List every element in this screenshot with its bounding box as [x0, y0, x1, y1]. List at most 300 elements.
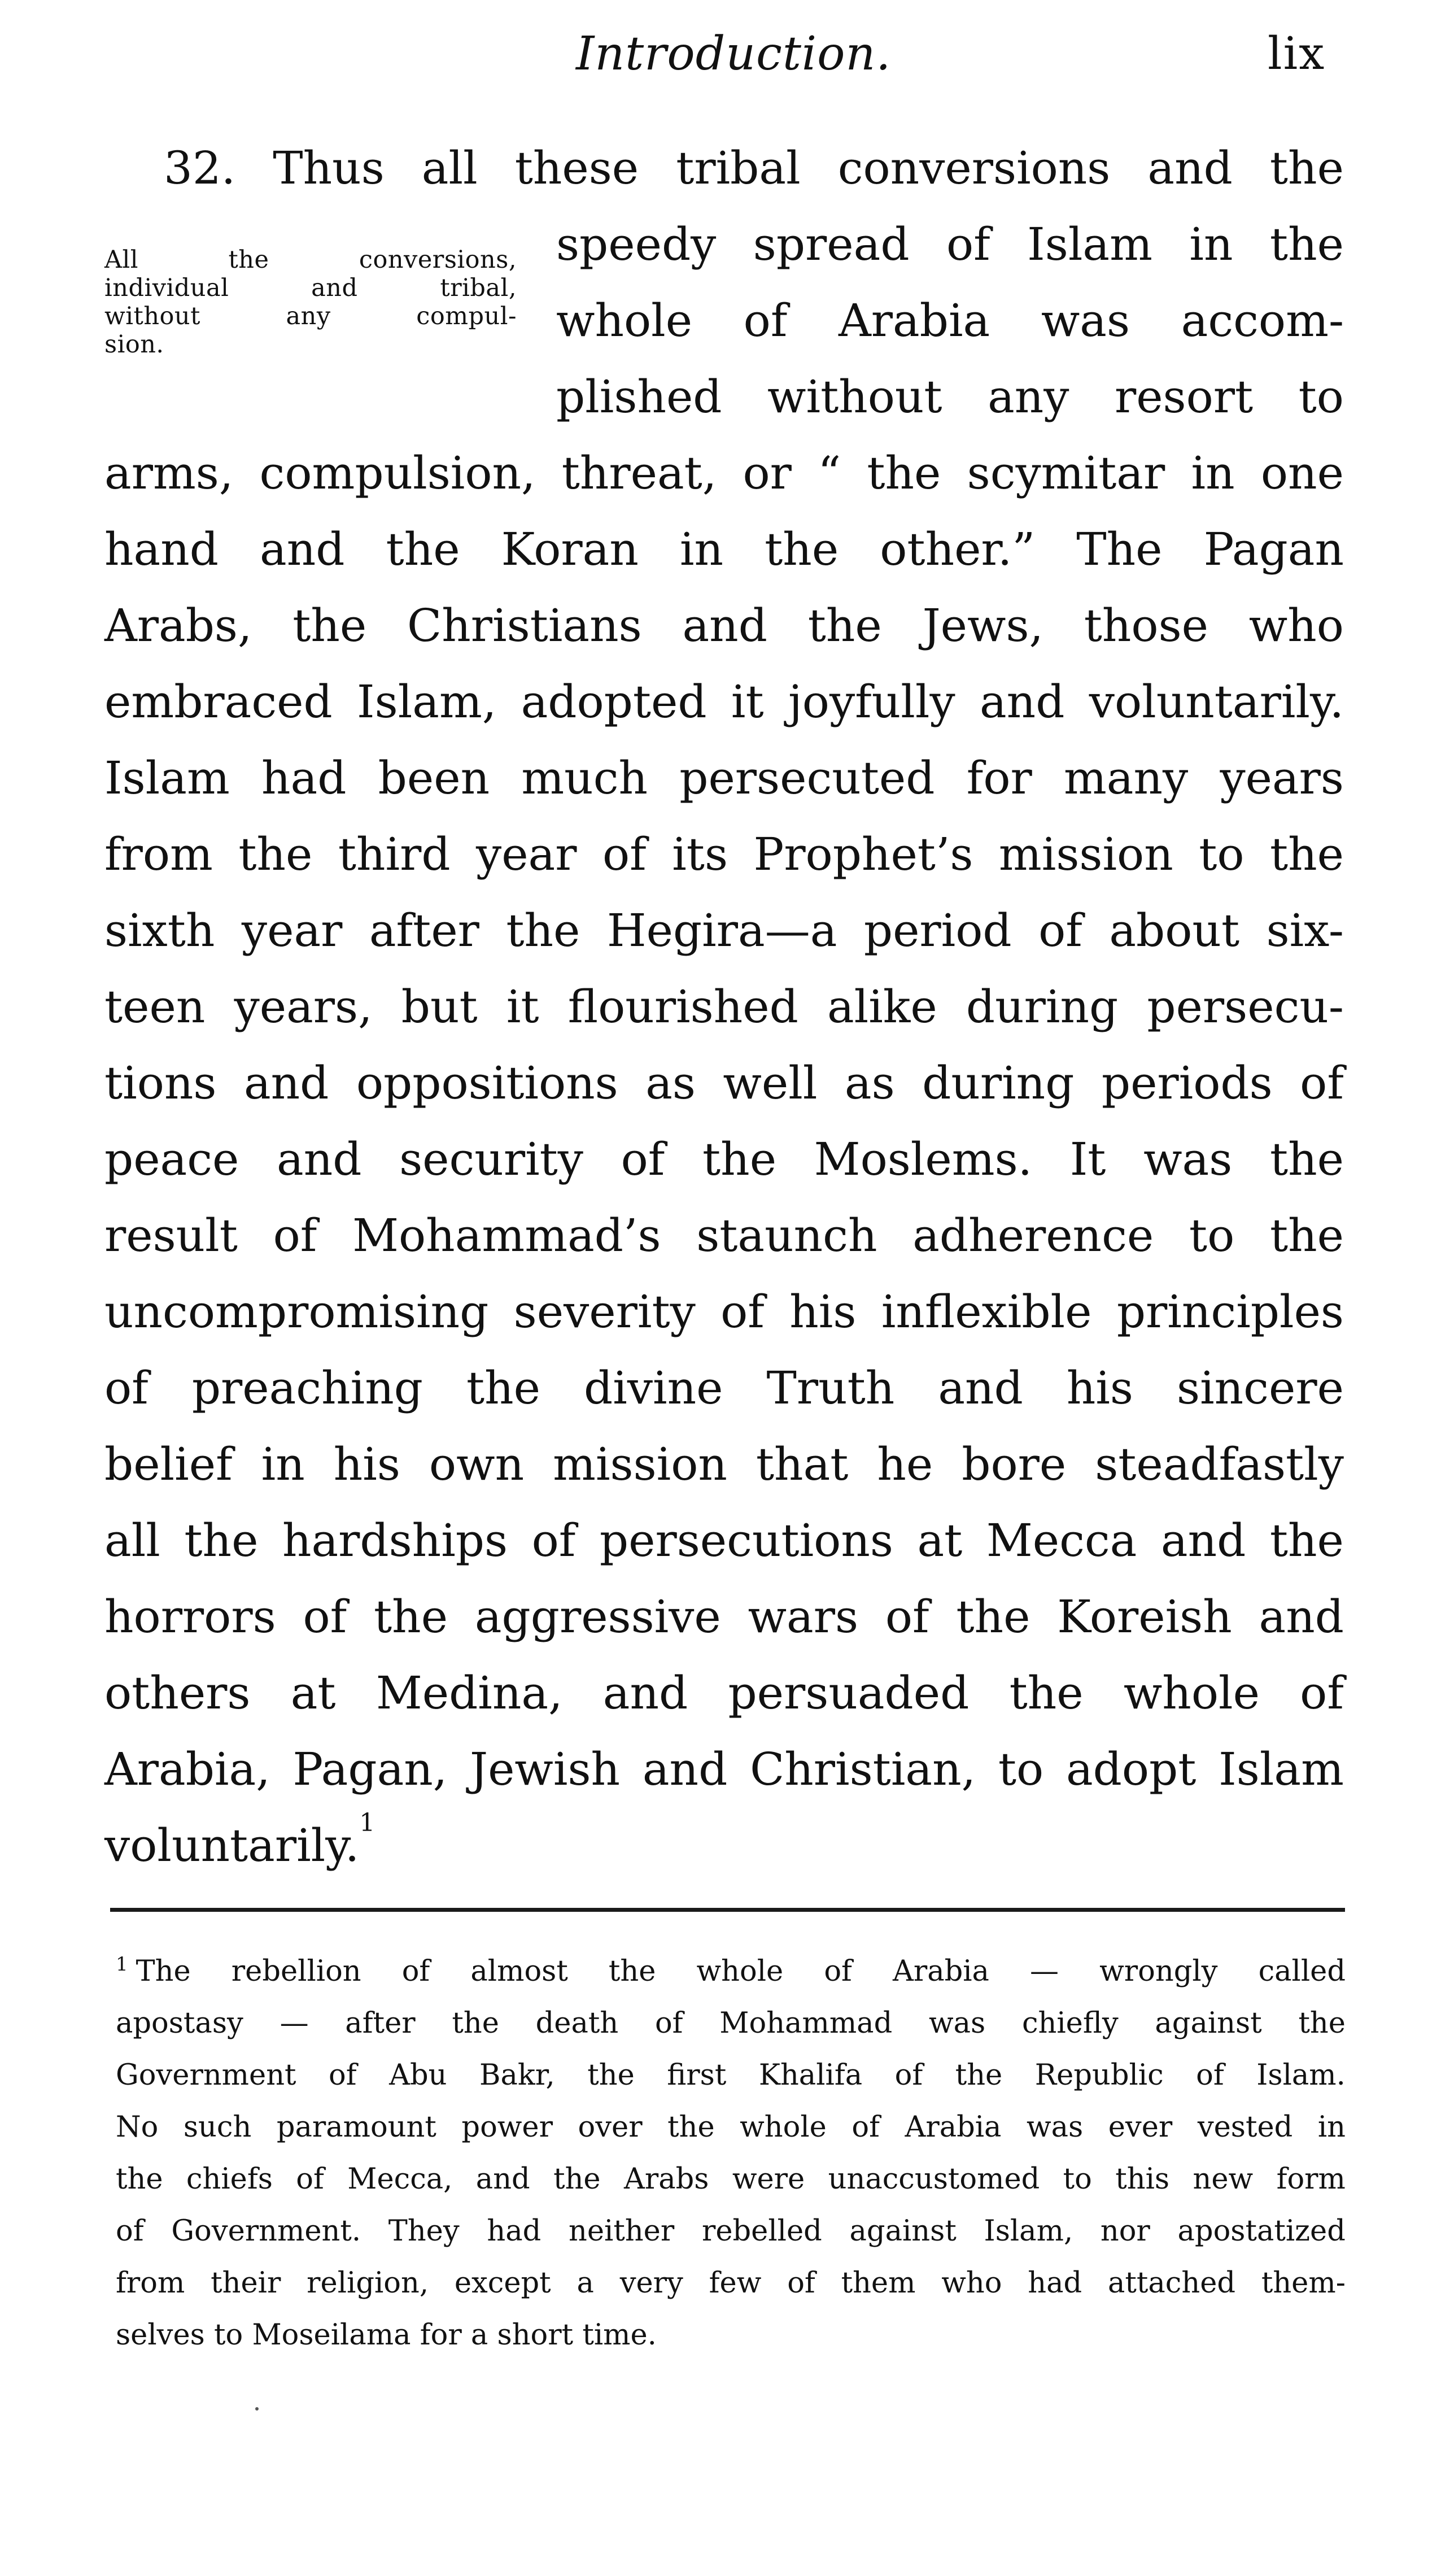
word: Arabs — [624, 2163, 709, 2196]
word: Hegira—a — [606, 904, 837, 957]
word: nor — [1100, 2215, 1150, 2248]
footnote-divider — [110, 1908, 1345, 1912]
word: Mohammad’s — [352, 1209, 661, 1262]
word: from — [116, 2266, 185, 2300]
word: the — [238, 828, 313, 881]
body-line — [104, 904, 1344, 957]
word: Government — [116, 2059, 296, 2092]
footnote-line — [116, 2061, 1346, 2090]
word: over — [578, 2111, 643, 2144]
body-line — [164, 142, 1344, 194]
word: of — [1038, 904, 1082, 957]
word: principles — [1116, 1285, 1344, 1338]
word: chiefly — [1021, 2007, 1119, 2040]
word: No — [116, 2111, 159, 2144]
word: compul- — [416, 302, 517, 330]
body-line — [104, 599, 1344, 652]
marginal-note — [104, 246, 517, 359]
word: persecuted — [679, 752, 935, 804]
word: Republic — [1034, 2059, 1164, 2092]
word: well — [723, 1057, 818, 1109]
word: and — [602, 1667, 688, 1719]
word: the — [956, 1590, 1030, 1643]
word: of — [329, 2059, 357, 2092]
word: unaccustomed — [828, 2163, 1040, 2196]
word: third — [338, 828, 451, 881]
word: bore — [962, 1438, 1067, 1490]
word: compulsion, — [259, 447, 536, 499]
word: six- — [1266, 904, 1344, 957]
word: sixth — [104, 904, 215, 957]
body-line-last — [104, 1808, 375, 1872]
word: belief — [104, 1438, 233, 1490]
word: Arabs, — [104, 599, 252, 652]
word: and — [243, 1057, 329, 1109]
word: the — [1269, 1133, 1344, 1185]
word: was — [928, 2007, 986, 2040]
word: except — [454, 2266, 551, 2300]
word: result — [104, 1209, 238, 1262]
running-head-title: Introduction. — [576, 27, 892, 81]
word: conversions, — [359, 246, 517, 274]
word: the — [374, 1590, 448, 1643]
word: Arabia — [892, 1955, 989, 1988]
word: adopt — [1066, 1743, 1197, 1795]
body-line — [556, 294, 1344, 347]
word: staunch — [696, 1209, 877, 1262]
word: 1 The — [116, 1953, 191, 1988]
word: of — [654, 2007, 683, 2040]
word: at — [290, 1667, 336, 1719]
word: persecutions — [599, 1514, 893, 1567]
word: in — [1191, 447, 1235, 499]
word: speedy — [556, 218, 717, 271]
word: others — [104, 1667, 251, 1719]
word: of — [602, 828, 647, 881]
word: Abu — [389, 2059, 447, 2092]
word: “ — [818, 447, 841, 499]
word: the — [867, 447, 941, 499]
word: as — [645, 1057, 696, 1109]
word: few — [709, 2266, 762, 2300]
word: teen — [104, 980, 206, 1033]
word: in — [261, 1438, 305, 1490]
word: Moslems. — [814, 1133, 1033, 1185]
word: accom- — [1181, 294, 1344, 347]
word: rebellion — [231, 1955, 361, 1988]
footnote-line — [116, 2113, 1346, 2142]
word: of — [1300, 1057, 1344, 1109]
word: severity — [513, 1285, 696, 1338]
body-line — [104, 1667, 1344, 1719]
word: own — [429, 1438, 525, 1490]
word: rebelled — [701, 2215, 822, 2248]
footnote-line — [116, 2165, 1346, 2194]
word: Arabia — [905, 2111, 1002, 2144]
word: alike — [827, 980, 937, 1033]
word: any — [988, 371, 1069, 423]
word: the — [608, 1955, 656, 1988]
word: his — [789, 1285, 857, 1338]
word: ever — [1108, 2111, 1173, 2144]
word: the — [587, 2059, 635, 2092]
word: Jewish — [470, 1743, 621, 1795]
word: Islam — [1219, 1743, 1344, 1795]
footnote-line — [116, 2217, 1346, 2246]
word: persuaded — [728, 1667, 970, 1719]
word: tribal — [676, 142, 801, 194]
word: of — [824, 1955, 852, 1988]
word: this — [1115, 2163, 1170, 2196]
word: aggressive — [474, 1590, 721, 1643]
word: form — [1276, 2163, 1346, 2196]
word: the — [765, 523, 839, 576]
word: was — [1041, 294, 1130, 347]
word: at — [917, 1514, 963, 1567]
word: inflexible — [881, 1285, 1092, 1338]
word: of — [1300, 1667, 1344, 1719]
word: the — [1009, 1667, 1084, 1719]
word: of — [401, 1955, 430, 1988]
word: was — [1026, 2111, 1084, 2144]
word: plished — [556, 371, 722, 423]
word: tribal, — [440, 274, 517, 302]
word: — — [280, 2007, 309, 2040]
word: Arabia — [839, 294, 990, 347]
word: of — [116, 2215, 144, 2248]
word: adherence — [912, 1209, 1154, 1262]
word: arms, — [104, 447, 234, 499]
word: Mecca — [986, 1514, 1137, 1567]
word: whole — [556, 294, 693, 347]
word: of — [296, 2163, 324, 2196]
word: been — [378, 752, 490, 804]
word: and — [277, 1133, 362, 1185]
word: chiefs — [186, 2163, 273, 2196]
word: almost — [470, 1955, 568, 1988]
word: had — [1028, 2266, 1082, 2300]
word: wrongly — [1099, 1955, 1218, 1988]
word: persecu- — [1147, 980, 1344, 1033]
word: Koreish — [1057, 1590, 1232, 1643]
word: wars — [748, 1590, 859, 1643]
body-line — [104, 523, 1344, 576]
word: who — [941, 2266, 1002, 2300]
body-line — [104, 1438, 1344, 1490]
word: of — [1196, 2059, 1224, 2092]
word: during — [966, 980, 1119, 1033]
word: one — [1260, 447, 1344, 499]
word: had — [261, 752, 347, 804]
word: whole — [1123, 1667, 1260, 1719]
word: Truth — [766, 1362, 895, 1414]
word: year — [241, 904, 343, 957]
word: periods — [1101, 1057, 1273, 1109]
word: Islam — [104, 752, 230, 804]
body-line — [104, 1590, 1344, 1643]
body-line — [104, 752, 1344, 804]
word: as — [844, 1057, 895, 1109]
word: period — [863, 904, 1012, 957]
marginal-note-line: sion. — [104, 330, 164, 359]
word: horrors — [104, 1590, 276, 1643]
word: and — [475, 2163, 530, 2196]
word: of — [303, 1590, 347, 1643]
word: those — [1084, 599, 1208, 652]
word: death — [535, 2007, 619, 2040]
word: and — [1259, 1590, 1344, 1643]
word: the — [955, 2059, 1003, 2092]
word: scymitar — [967, 447, 1165, 499]
word: attached — [1107, 2266, 1236, 2300]
word: and — [311, 274, 358, 302]
marginal-note-line — [104, 274, 517, 302]
body-line — [104, 1362, 1344, 1414]
word: the — [386, 523, 460, 576]
word: Prophet’s — [753, 828, 973, 881]
word: Thus — [273, 142, 385, 194]
word: preaching — [191, 1362, 423, 1414]
word: sincere — [1177, 1362, 1344, 1414]
word: and — [938, 1362, 1023, 1414]
word: to — [1199, 828, 1244, 881]
body-line — [104, 1057, 1344, 1109]
word: year — [476, 828, 577, 881]
word: them- — [1261, 2266, 1346, 2300]
word: to — [1189, 1209, 1235, 1262]
word: security — [399, 1133, 583, 1185]
word: Islam, — [984, 2215, 1073, 2248]
word: his — [1066, 1362, 1133, 1414]
word: and — [1160, 1514, 1246, 1567]
word: of — [946, 218, 990, 271]
word: without — [104, 302, 200, 330]
word: voluntarily. — [1089, 675, 1344, 728]
word: the — [1269, 1514, 1344, 1567]
word: of — [531, 1514, 576, 1567]
word: new — [1193, 2163, 1254, 2196]
word: threat, — [561, 447, 717, 499]
word: years, — [234, 980, 373, 1033]
word: to — [1063, 2163, 1092, 2196]
word: all — [104, 1514, 160, 1567]
word: its — [672, 828, 728, 881]
word: their — [211, 2266, 281, 2300]
word: individual — [104, 274, 229, 302]
word: whole — [740, 2111, 827, 2144]
word: in — [1317, 2111, 1346, 2144]
word: paramount — [276, 2111, 436, 2144]
word: flourished — [567, 980, 798, 1033]
word: Bakr, — [479, 2059, 555, 2092]
word: them — [841, 2266, 916, 2300]
word: of — [852, 2111, 880, 2144]
word: much — [521, 752, 648, 804]
word: religion, — [307, 2266, 429, 2300]
word: the — [452, 2007, 499, 2040]
word: They — [388, 2215, 460, 2248]
word: 32. — [164, 142, 236, 194]
word: years — [1220, 752, 1344, 804]
word: of — [104, 1362, 149, 1414]
body-line — [104, 1285, 1344, 1338]
footnote-reference: 1 — [359, 1808, 375, 1837]
marginal-note-line — [104, 246, 517, 274]
word: these — [514, 142, 639, 194]
word: very — [619, 2266, 683, 2300]
word: such — [183, 2111, 252, 2144]
word: it — [506, 980, 539, 1033]
word: vested — [1197, 2111, 1293, 2144]
word: Mohammad — [719, 2007, 893, 2040]
word: Government. — [171, 2215, 361, 2248]
word: embraced — [104, 675, 333, 728]
footnote-line — [116, 2266, 1346, 2300]
word: of — [721, 1285, 765, 1338]
word: power — [461, 2111, 553, 2144]
word: Arabia, — [104, 1743, 270, 1795]
word: against — [849, 2215, 957, 2248]
word: the — [466, 1362, 540, 1414]
word: and — [682, 599, 767, 652]
word: the — [667, 2111, 715, 2144]
word: called — [1258, 1955, 1346, 1988]
word: The — [1076, 523, 1163, 576]
word: to — [1298, 371, 1344, 423]
word: from — [104, 828, 213, 881]
word: other.” — [880, 523, 1036, 576]
body-line — [104, 980, 1344, 1033]
body-line — [104, 1209, 1344, 1262]
word: was — [1143, 1133, 1233, 1185]
word: and — [979, 675, 1065, 728]
word: Medina, — [375, 1667, 563, 1719]
word: during — [922, 1057, 1075, 1109]
word: in — [679, 523, 724, 576]
word: the — [1269, 218, 1344, 271]
word: to — [998, 1743, 1044, 1795]
word: All — [104, 246, 139, 274]
word: Pagan — [1203, 523, 1344, 576]
word: the — [702, 1133, 777, 1185]
word: of — [743, 294, 788, 347]
footnote-line — [116, 2009, 1346, 2038]
word: apostasy — [116, 2007, 243, 2040]
word: any — [286, 302, 331, 330]
word: after — [345, 2007, 416, 2040]
word: the — [292, 599, 367, 652]
word: mission — [553, 1438, 727, 1490]
word: Jews, — [922, 599, 1043, 652]
word: hand — [104, 523, 219, 576]
word: it — [731, 675, 764, 728]
body-line — [104, 1514, 1344, 1567]
word: of — [273, 1209, 317, 1262]
word: Islam — [1027, 218, 1152, 271]
word: Pagan, — [292, 1743, 448, 1795]
word: oppositions — [356, 1057, 618, 1109]
word: adopted — [521, 675, 707, 728]
body-line — [104, 1743, 1344, 1795]
page-number: lix — [1268, 27, 1326, 80]
word: first — [667, 2059, 727, 2092]
word: or — [743, 447, 792, 499]
word: — — [1030, 1955, 1059, 1988]
body-line — [556, 371, 1344, 423]
body-line-text: voluntarily. — [104, 1819, 360, 1872]
word: had — [487, 2215, 542, 2248]
word: neither — [569, 2215, 675, 2248]
word: but — [401, 980, 478, 1033]
word: for — [966, 752, 1032, 804]
word: the — [807, 599, 882, 652]
word: of — [621, 1133, 665, 1185]
word: Koran — [501, 523, 639, 576]
word: of — [894, 2059, 923, 2092]
word: who — [1248, 599, 1344, 652]
word: the — [506, 904, 580, 957]
word: about — [1109, 904, 1240, 957]
marginal-note-line — [104, 302, 517, 330]
word: It — [1069, 1133, 1106, 1185]
word: Islam. — [1256, 2059, 1346, 2092]
word: whole — [696, 1955, 784, 1988]
word: the — [1269, 1209, 1344, 1262]
word: the — [553, 2163, 601, 2196]
word: were — [732, 2163, 805, 2196]
word: Khalifa — [758, 2059, 863, 2092]
word: in — [1189, 218, 1233, 271]
word: the — [116, 2163, 163, 2196]
word: and — [642, 1743, 728, 1795]
word: that — [756, 1438, 849, 1490]
word: his — [333, 1438, 400, 1490]
word: spread — [753, 218, 910, 271]
word: the — [228, 246, 269, 274]
body-line — [556, 218, 1344, 271]
word: conversions — [837, 142, 1111, 194]
word: after — [369, 904, 479, 957]
word: the — [1269, 828, 1344, 881]
body-line — [104, 447, 1344, 499]
printing-speck — [255, 2407, 259, 2411]
word: divine — [584, 1362, 723, 1414]
footnote-line — [116, 1953, 1346, 1988]
word: hardships — [282, 1514, 508, 1567]
word: many — [1063, 752, 1189, 804]
word: he — [877, 1438, 933, 1490]
word: tions — [104, 1057, 217, 1109]
word: of — [885, 1590, 929, 1643]
word: all — [421, 142, 478, 194]
word: mission — [998, 828, 1173, 881]
word: and — [260, 523, 345, 576]
word: the — [1269, 142, 1344, 194]
word: of — [787, 2266, 815, 2300]
word: Mecca, — [347, 2163, 453, 2196]
word: against — [1155, 2007, 1262, 2040]
word: the — [184, 1514, 259, 1567]
word: Islam, — [357, 675, 497, 728]
word: without — [767, 371, 942, 423]
word: a — [577, 2266, 594, 2300]
body-line — [104, 675, 1344, 728]
word: peace — [104, 1133, 239, 1185]
word: resort — [1114, 371, 1254, 423]
word: apostatized — [1177, 2215, 1346, 2248]
body-line — [104, 1133, 1344, 1185]
body-line — [104, 828, 1344, 881]
